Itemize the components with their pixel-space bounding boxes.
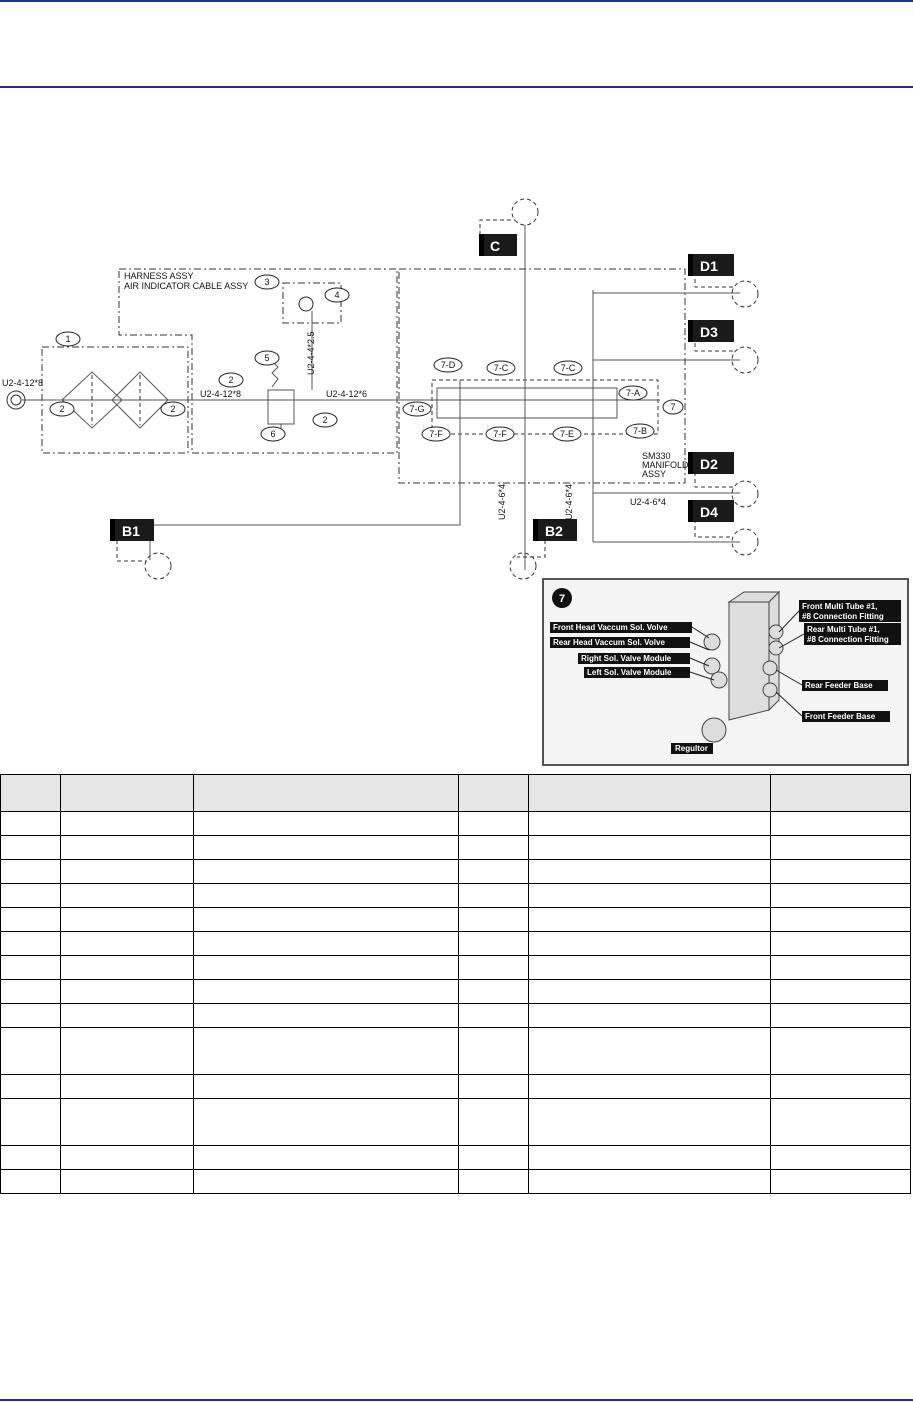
harness-label: HARNESS ASSY: [124, 271, 194, 281]
table-row: [1, 956, 911, 980]
tube-label: U2-4-12*6: [326, 389, 368, 399]
svg-text:Front Feeder Base: Front Feeder Base: [805, 712, 876, 721]
balloon: [553, 427, 581, 441]
photo-label: [804, 623, 901, 645]
manifold-block-image: [702, 592, 783, 742]
svg-text:2: 2: [59, 404, 65, 414]
table-row: [1, 1004, 911, 1028]
svg-text:4: 4: [334, 290, 340, 300]
svg-text:D4: D4: [700, 504, 718, 520]
table-row: [1, 932, 911, 956]
top-rule: [0, 0, 913, 2]
table-row: [1, 1075, 911, 1099]
svg-text:#8 Connection Fitting: #8 Connection Fitting: [802, 612, 884, 621]
photo-label: [578, 653, 690, 664]
balloon: [255, 351, 279, 365]
table-row: [1, 836, 911, 860]
header-rule: [0, 86, 913, 88]
svg-text:3: 3: [264, 277, 270, 287]
table-header-row: [1, 775, 911, 812]
callout-d4: [688, 500, 734, 522]
callout-c: [479, 234, 517, 256]
balloon: [261, 427, 285, 441]
svg-text:7-B: 7-B: [632, 426, 648, 436]
callout-d1: [688, 254, 734, 276]
svg-text:Rear Multi Tube #1,: Rear Multi Tube #1,: [807, 625, 880, 634]
balloon: [619, 386, 647, 400]
balloon: [219, 373, 243, 387]
svg-text:Rear Feeder Base: Rear Feeder Base: [805, 681, 873, 690]
balloon: [626, 424, 654, 438]
manifold-label-3: ASSY: [642, 469, 667, 479]
svg-text:1: 1: [65, 334, 71, 344]
balloon: [422, 427, 450, 441]
svg-text:D2: D2: [700, 456, 718, 472]
svg-text:B2: B2: [545, 523, 563, 539]
tube-label: U2-4-4*2.5: [306, 331, 316, 375]
photo-label: [550, 622, 692, 633]
table-row: [1, 812, 911, 836]
table-row: [1, 908, 911, 932]
svg-text:7-F: 7-F: [493, 429, 507, 439]
svg-text:7-G: 7-G: [409, 404, 425, 414]
svg-text:2: 2: [228, 375, 234, 385]
svg-text:D3: D3: [700, 324, 718, 340]
callout-d3: [688, 320, 734, 342]
svg-text:6: 6: [270, 429, 276, 439]
photo-label: [671, 743, 713, 754]
photo-badge: [552, 588, 572, 608]
balloon: [255, 275, 279, 289]
harness-label-2: AIR INDICATOR CABLE ASSY: [124, 281, 249, 291]
callout-d2: [688, 452, 734, 474]
svg-text:5: 5: [264, 353, 270, 363]
photo-label: [802, 680, 888, 691]
table-row: [1, 884, 911, 908]
table-row: [1, 1028, 911, 1075]
tube-label: U2-4-6*4: [630, 497, 667, 507]
footer-rule: [0, 1399, 913, 1401]
table-row: [1, 1170, 911, 1194]
svg-text:#8 Connection Fitting: #8 Connection Fitting: [807, 635, 889, 644]
tube-label: U2-4-6*4: [497, 483, 507, 520]
svg-text:B1: B1: [122, 523, 140, 539]
svg-text:C: C: [490, 238, 501, 254]
table-row: [1, 1146, 911, 1170]
tube-label: U2-4-6*4: [564, 483, 574, 520]
svg-text:Front Head Vaccum Sol. Vol: Front Head Vaccum Sol. Volve: [553, 623, 668, 632]
tube-label: U2-4-12*8: [2, 378, 44, 388]
svg-text:Front Multi Tube #1,: Front Multi Tube #1,: [802, 602, 878, 611]
table-row: [1, 860, 911, 884]
callout-b1: [110, 519, 154, 541]
svg-text:7: 7: [558, 593, 566, 605]
svg-text:Left Sol. Valve Module: Left Sol. Valve Module: [587, 668, 672, 677]
svg-text:7-D: 7-D: [440, 360, 456, 370]
svg-text:2: 2: [170, 404, 176, 414]
manifold-photo-inset: [542, 578, 909, 766]
balloon: [313, 413, 337, 427]
balloon: [161, 402, 185, 416]
manifold-label: SM330: [642, 451, 671, 461]
photo-label: [799, 600, 901, 622]
pneumatic-diagram: [0, 185, 913, 580]
balloon: [554, 361, 582, 375]
callout-b2: [533, 519, 577, 541]
balloon: [403, 402, 431, 416]
table-row: [1, 980, 911, 1004]
balloon: [434, 358, 462, 372]
svg-text:Regultor: Regultor: [675, 744, 708, 753]
svg-text:7-F: 7-F: [429, 429, 443, 439]
parts-table: [0, 774, 911, 1194]
table-row: [1, 1099, 911, 1146]
balloon: [663, 400, 683, 414]
svg-text:Rear Head Vaccum Sol. Volv: Rear Head Vaccum Sol. Volve: [553, 638, 665, 647]
photo-label: [550, 637, 690, 648]
svg-text:7-E: 7-E: [559, 429, 575, 439]
photo-label: [584, 667, 690, 678]
svg-text:7-A: 7-A: [625, 388, 641, 398]
svg-text:D1: D1: [700, 258, 718, 274]
balloon: [486, 427, 514, 441]
manifold-body: [437, 388, 617, 418]
svg-text:7: 7: [670, 402, 676, 412]
balloon: [50, 402, 74, 416]
balloon: [325, 288, 349, 302]
manifold-label-2: MANIFOLD: [642, 460, 689, 470]
tube-label: U2-4-12*8: [200, 389, 242, 399]
svg-text:7-C: 7-C: [560, 363, 576, 373]
balloon: [487, 361, 515, 375]
photo-label: [802, 711, 890, 722]
svg-text:7-C: 7-C: [493, 363, 509, 373]
svg-text:2: 2: [322, 415, 328, 425]
balloon: [56, 332, 80, 346]
svg-text:Right Sol. Valve Module: Right Sol. Valve Module: [581, 654, 672, 663]
